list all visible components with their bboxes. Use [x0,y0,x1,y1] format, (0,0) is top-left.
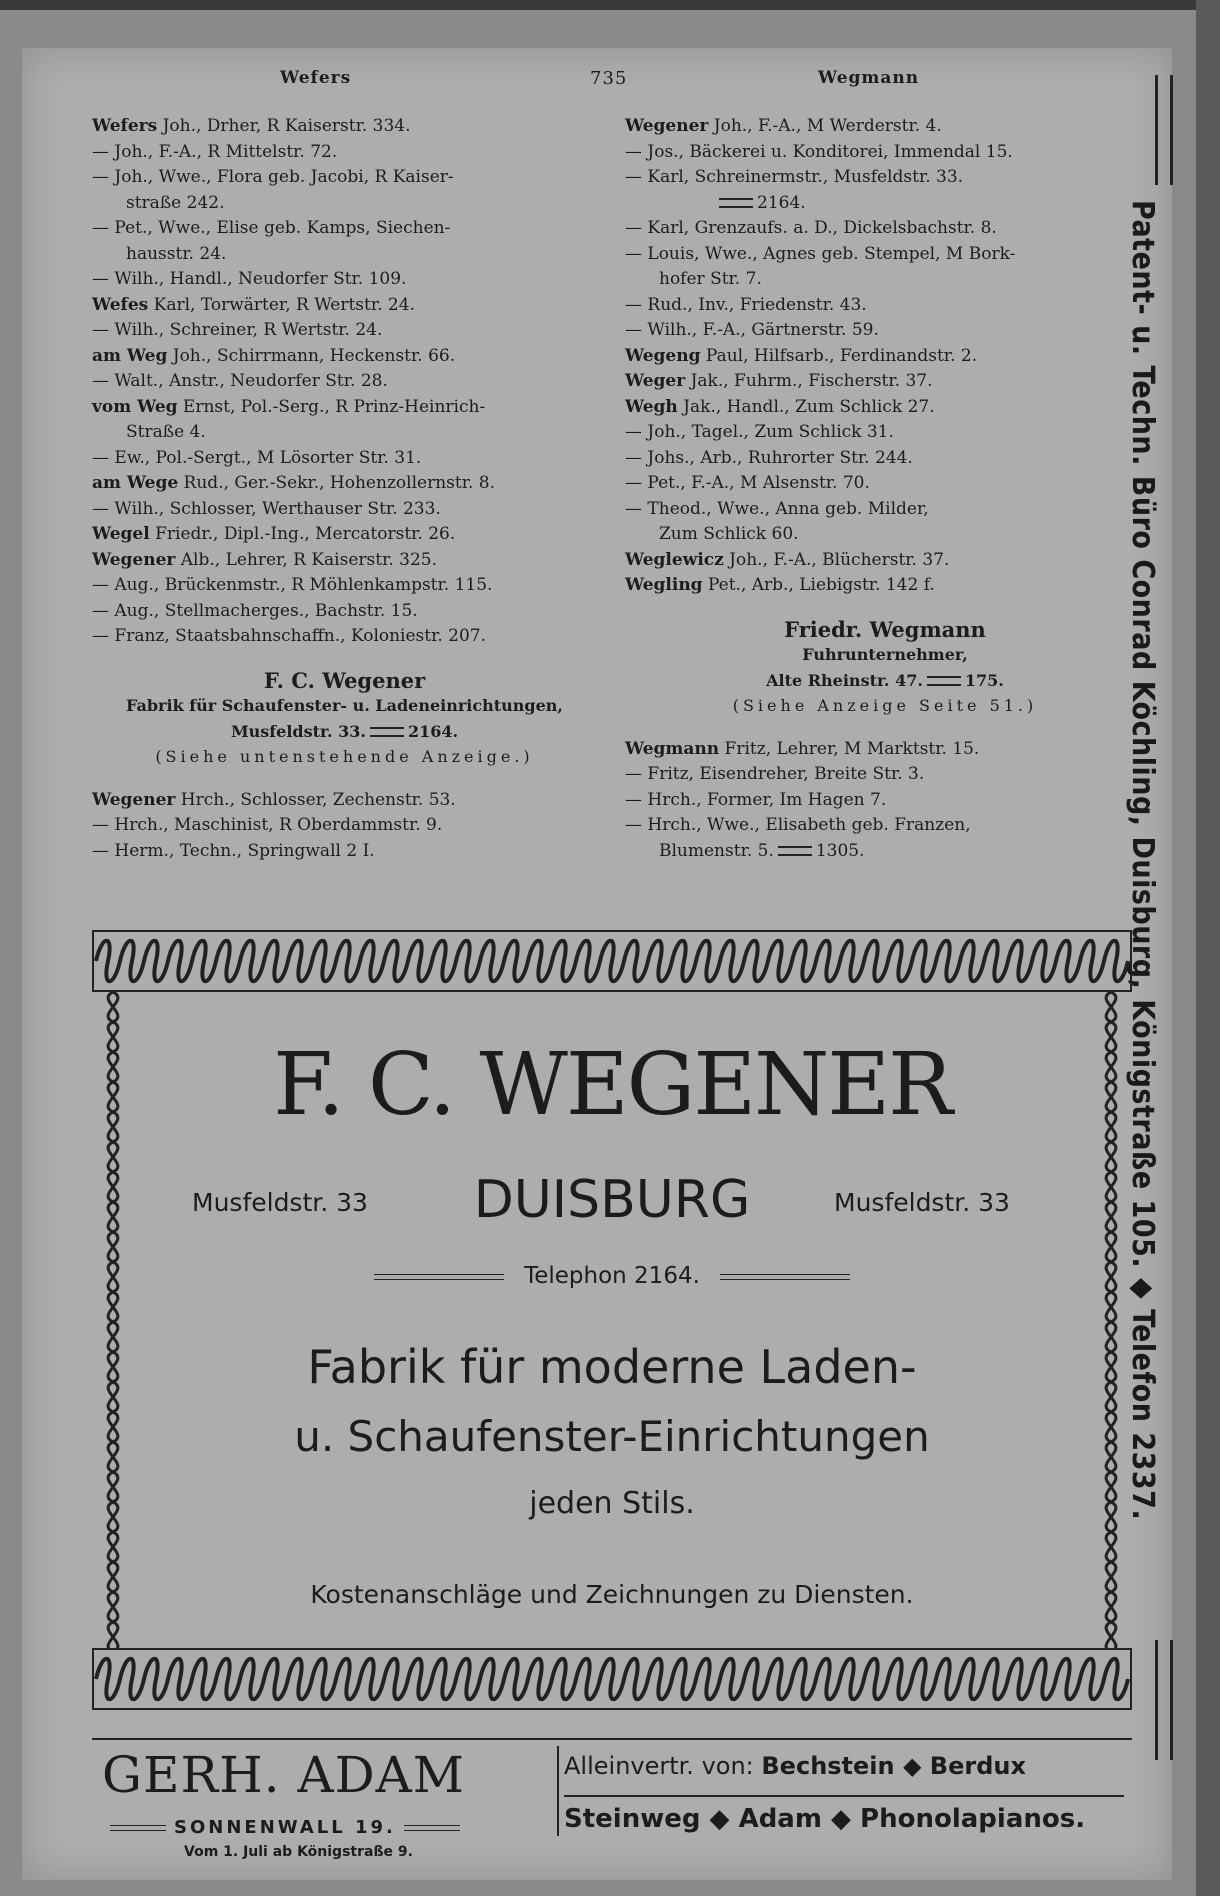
entry-text: — Theod., Wwe., Anna geb. Milder, [625,498,929,519]
ad-telephone-row [332,1263,892,1289]
entry-text: Zum Schlick 60. [659,524,799,544]
directory-entry [92,497,597,523]
sidebar-advert: Patent- u. Techn. Büro Conrad Köchling, Duisburg, Königstraße 105. ◆ Telefon 2337. [1125,200,1160,1521]
entry-text: Blumenstr. 5. [659,840,774,861]
directory-entry [92,813,597,839]
entry-text: — Franz, Staatsbahnschaffn., Koloniestr. 207. [92,626,487,646]
wegener-advertisement [92,930,1132,1710]
directory-entry [625,165,1145,191]
right-firm-tel: 175. [964,670,1004,690]
entry-text: — Jos., Bäckerei u. Konditorei, Immendal 15. [625,141,1013,162]
entry-text: — Pet., Wwe., Elise geb. Kamps, Siechen- [92,218,451,238]
right-firm-street: Alte Rheinstr. 47. [766,670,923,690]
entry-text: Karl, Torwärter, R Wertstr. 24. [148,294,415,315]
adam-agency-prefix: Alleinvertr. von: [564,1752,754,1780]
entry-text: — Wilh., Schlosser, Werthauser Str. 233. [92,498,441,519]
entry-text: — Louis, Wwe., Agnes geb. Stempel, M Bork- [625,243,1016,264]
directory-entry [92,420,597,446]
directory-entry [625,839,1145,865]
entry-surname: Wegener [92,549,176,570]
page-number: 735 [590,68,628,89]
directory-entry [92,471,597,497]
directory-entry [92,522,597,548]
directory-entry [625,114,1145,140]
entry-text: Friedr., Dipl.-Ing., Mercatorstr. 26. [149,524,456,544]
directory-entry [625,369,1145,395]
entry-text: — Wilh., F.-A., Gärtnerstr. 59. [625,320,879,340]
adam-note: Vom 1. Juli ab Königstraße 9. [184,1844,413,1860]
entry-text: — Wilh., Handl., Neudorfer Str. 109. [92,269,407,289]
directory-entry [625,140,1145,166]
entry-text: — Joh., Tagel., Zum Schlick 31. [625,422,894,442]
ornament-border-top [92,930,1132,992]
directory-entry [625,762,1145,788]
ad-title: F. C. WEGENER [273,1035,951,1135]
entry-text: Rud., Ger.-Sekr., Hohenzollernstr. 8. [178,473,495,493]
right-firm-block [625,617,1145,719]
entry-text: hausstr. 24. [126,243,227,264]
entry-surname: Wegener [92,789,176,810]
directory-entry [625,813,1145,839]
entry-surname: Wefers [92,116,158,136]
telephone-icon [370,727,404,737]
left-firm-tel: 2164. [407,721,459,741]
directory-entry [92,140,597,166]
directory-entry [92,369,597,395]
entry-surname: Weger [625,371,686,391]
entry-text: — Wilh., Schreiner, R Wertstr. 24. [92,320,383,340]
adam-agency-brands: Bechstein ◆ Berdux [761,1752,1026,1780]
directory-entry [92,267,597,293]
entry-text: — Herm., Techn., Springwall 2 I. [92,840,375,861]
entry-surname: vom Weg [92,396,178,417]
entry-text: — Karl, Grenzaufs. a. D., Dickelsbachstr. 8. [625,218,997,238]
entry-surname: Wegel [92,524,150,544]
scan-top-edge [0,0,1220,10]
entry-text: — Karl, Schreinermstr., Musfeldstr. 33. [625,167,964,187]
right-firm-name: Friedr. Wegmann [784,616,986,642]
directory-entry [625,737,1145,763]
telephone-icon [719,198,753,208]
left-column [92,114,597,864]
directory-entry [92,165,597,191]
entry-surname: Wegeng [625,345,701,366]
left-firm-line: Fabrik für Schaufenster- u. Ladeneinrichtungen, [126,696,563,715]
directory-entry [92,344,597,370]
directory-entry [625,344,1145,370]
adam-agency-row [564,1752,1026,1780]
right-firm-street-row [625,668,1145,694]
left-firm-name: F. C. Wegener [263,667,426,693]
adam-name: GERH. ADAM [102,1746,465,1804]
directory-entry [625,522,1145,548]
directory-entry [625,446,1145,472]
right-column [625,114,1145,864]
ad-line-3: jeden Stils. [529,1486,695,1521]
entry-tel: 1305. [815,840,865,861]
adam-address: SONNENWALL 19. [174,1817,396,1838]
entry-text: — Hrch., Former, Im Hagen 7. [625,789,887,810]
header-right: Wegmann [818,68,920,88]
entry-text: straße 242. [126,192,225,213]
entry-text: — Joh., F.-A., R Mittelstr. 72. [92,141,338,162]
divider [720,1274,850,1280]
telephone-icon [778,846,812,856]
left-firm-block [92,668,597,770]
directory-entry [92,293,597,319]
ad-telephone: Telephon 2164. [524,1263,700,1289]
directory-entry [625,548,1145,574]
ad-street-left: Musfeldstr. 33 [192,1188,368,1217]
entry-surname: Weglewicz [625,549,724,570]
telephone-icon [927,676,961,686]
entry-text: Hrch., Schlosser, Zechenstr. 53. [175,789,456,810]
ad-city: DUISBURG [473,1170,751,1230]
left-firm-street: Musfeldstr. 33. [230,721,366,741]
entry-text: Jak., Handl., Zum Schlick 27. [677,396,935,417]
entry-text: — Hrch., Wwe., Elisabeth geb. Franzen, [625,815,971,835]
entry-text: — Rud., Inv., Friedenstr. 43. [625,294,867,315]
entry-text: Joh., F.-A., M Werderstr. 4. [708,116,942,136]
entry-text: Joh., Schirrmann, Heckenstr. 66. [167,345,456,366]
directory-entry [92,242,597,268]
directory-entry [625,293,1145,319]
entry-surname: Wegh [625,396,678,417]
sidebar-rule-top [1155,75,1173,185]
adam-brands-row [564,1804,1085,1834]
entry-text: 2164. [757,192,806,213]
directory-entry [625,318,1145,344]
ad-line-2: u. Schaufenster-Einrichtungen [294,1412,930,1461]
right-firm-line: Fuhrunternehmer, [802,645,968,664]
directory-entry [92,446,597,472]
entry-text: Ernst, Pol.-Serg., R Prinz-Heinrich- [177,396,486,417]
directory-entry [625,395,1145,421]
entry-surname: Wegener [625,116,709,136]
entry-text: — Ew., Pol.-Sergt., M Lösorter Str. 31. [92,447,422,468]
entry-text: — Johs., Arb., Ruhrorter Str. 244. [625,447,913,468]
entry-text: Joh., Drher, R Kaiserstr. 334. [157,116,411,136]
adam-brands: Steinweg ◆ Adam ◆ Phonolapianos. [564,1804,1086,1834]
entry-text: Paul, Hilfsarb., Ferdinandstr. 2. [700,345,978,366]
directory-entry [625,471,1145,497]
entry-text: Alb., Lehrer, R Kaiserstr. 325. [175,549,437,570]
entry-text: — Aug., Stellmacherges., Bachstr. 15. [92,600,418,621]
divider [564,1795,1124,1797]
directory-entry [625,216,1145,242]
entry-text: — Pet., F.-A., M Alsenstr. 70. [625,473,870,493]
sidebar-rule-bottom [1155,1640,1173,1760]
directory-entry [625,788,1145,814]
directory-entry [625,420,1145,446]
directory-entry [625,497,1145,523]
entry-text: hofer Str. 7. [659,269,762,289]
entry-surname: am Weg [92,345,168,366]
entry-text: — Fritz, Eisendreher, Breite Str. 3. [625,764,925,784]
ornament-border-bottom [92,1648,1132,1710]
directory-entry [92,191,597,217]
directory-entry [92,114,597,140]
directory-entry [92,599,597,625]
entry-surname: Wegling [625,575,703,595]
divider [404,1825,460,1831]
ad-line-1: Fabrik für moderne Laden- [307,1340,917,1394]
entry-text: — Walt., Anstr., Neudorfer Str. 28. [92,371,388,391]
entry-text: Straße 4. [126,422,206,442]
entry-text: Joh., F.-A., Blücherstr. 37. [723,549,950,570]
entry-text: Fritz, Lehrer, M Marktstr. 15. [719,738,980,759]
divider [110,1825,166,1831]
directory-entry [92,318,597,344]
entry-surname: Wegmann [625,738,720,759]
ad-line-4: Kostenanschläge und Zeichnungen zu Diensten. [310,1580,914,1609]
directory-entry [92,788,597,814]
directory-entry [92,573,597,599]
divider [557,1746,559,1836]
directory-entry [92,395,597,421]
divider [374,1274,504,1280]
entry-text: Jak., Fuhrm., Fischerstr. 37. [685,371,933,391]
adam-advertisement [92,1738,1132,1880]
entry-text: Pet., Arb., Liebigstr. 142 f. [702,575,935,595]
entry-text: — Joh., Wwe., Flora geb. Jacobi, R Kaiser- [92,167,454,187]
directory-entry [92,548,597,574]
directory-entry [92,216,597,242]
entry-surname: Wefes [92,294,149,315]
right-firm-note: (Siehe Anzeige Seite 51.) [732,696,1038,715]
header-left: Wefers [280,68,352,88]
left-firm-note: (Siehe untenstehende Anzeige.) [155,747,534,766]
directory-entry [625,191,1145,217]
entry-surname: am Wege [92,473,179,493]
adam-address-row [102,1817,468,1838]
directory-entry [625,267,1145,293]
left-firm-street-row [92,719,597,745]
scan-right-edge [1196,0,1220,1896]
entry-text: — Hrch., Maschinist, R Oberdammstr. 9. [92,815,443,835]
directory-entry [625,573,1145,599]
directory-entry [92,624,597,650]
entry-text: — Aug., Brückenmstr., R Möhlenkampstr. 115. [92,575,493,595]
directory-entry [625,242,1145,268]
directory-entry [92,839,597,865]
ad-street-right: Musfeldstr. 33 [834,1188,1010,1217]
